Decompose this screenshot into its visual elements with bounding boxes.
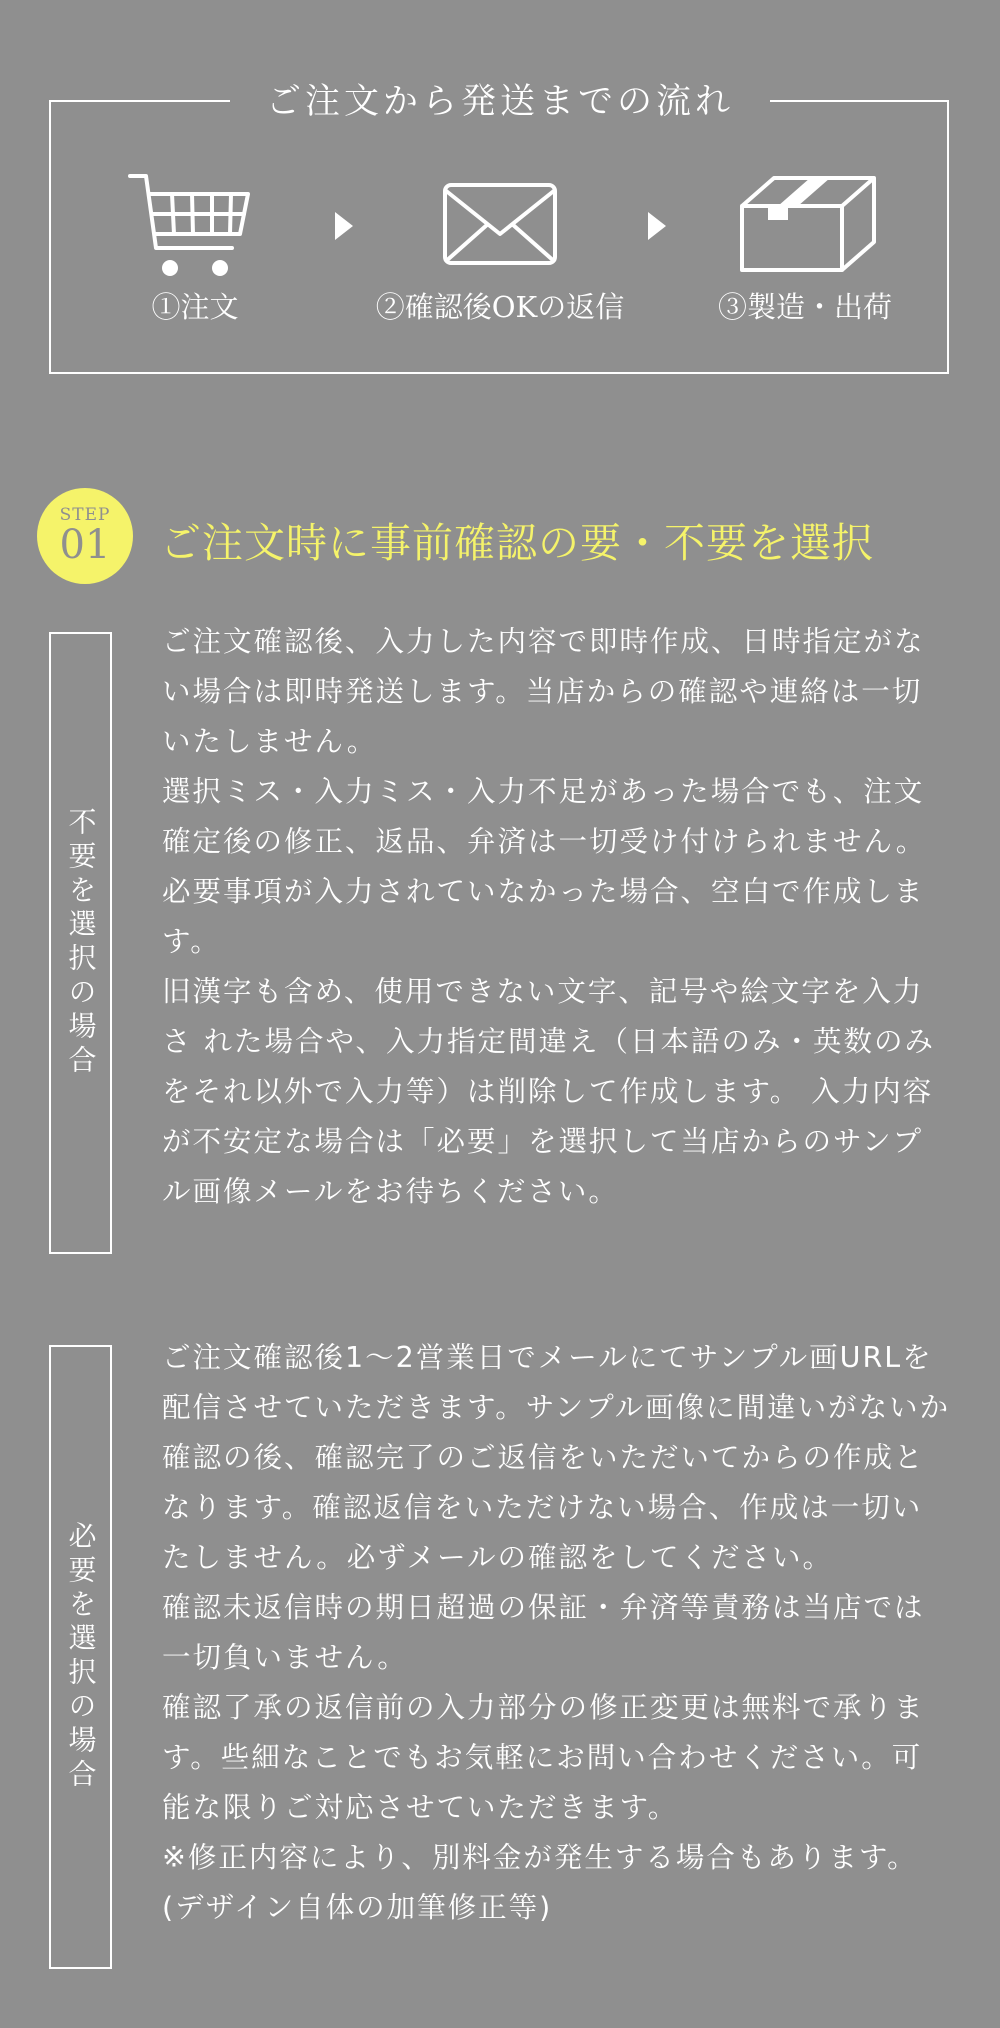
required-label-box — [49, 1345, 112, 1969]
not-required-label: 不要を選択の場合 — [64, 807, 98, 1079]
required-paragraph: ※修正内容により、別料金が発生する場合もあります。(デザイン自体の加筆修正等) — [162, 1841, 918, 1924]
flow-title: ご注文から発送までの流れ — [230, 75, 770, 129]
not-required-paragraph: ご注文確認後、入力した内容で即時作成、日時指定がない場合は即時発送します。当店からの確認や連絡は一切いたしません。 — [162, 625, 925, 758]
required-label: 必要を選択の場合 — [64, 1521, 98, 1793]
not-required-paragraph: 選択ミス・入力ミス・入力不足があった場合でも、注文確定後の修正、返品、弁済は一切受け付けられません。 — [162, 775, 927, 858]
cart-icon — [128, 172, 252, 278]
flow-arrow-2-icon — [648, 212, 666, 240]
step-heading: ご注文時に事前確認の要・不要を選択 — [160, 519, 874, 567]
not-required-paragraph: 必要事項が入力されていなかった場合、空白で作成します。 — [162, 875, 925, 958]
not-required-paragraph: 旧漢字も含め、使用できない文字、記号や絵文字を入力さ れた場合や、入力指定間違え（日本語のみ・英数のみをそれ以外で入力等）は削除して作成します。 入力内容が不安定な場合は「必要」を選択して当店からのサンプル画像メールをお待ちください。 — [162, 975, 935, 1208]
required-text — [162, 1333, 952, 1933]
flow-step-order-label: ①注文 — [151, 290, 239, 324]
not-required-label-box — [49, 632, 112, 1254]
required-paragraph: ご注文確認後1〜2営業日でメールにてサンプル画URLを配信させていただきます。サンプル画像に間違いがないか確認の後、確認完了のご返信をいただいてからの作成となります。確認返信をいただけない場合、作成は一切いたしません。必ずメールの確認をしてください。 — [162, 1341, 951, 1574]
required-paragraph: 確認了承の返信前の入力部分の修正変更は無料で承ります。些細なことでもお気軽にお問い合わせください。可能な限りご対応させていただきます。 — [162, 1691, 925, 1824]
not-required-text — [162, 617, 952, 1217]
step-badge — [37, 488, 133, 584]
box-icon — [738, 174, 878, 274]
required-paragraph: 確認未返信時の期日超過の保証・弁済等責務は当店では一切負いません。 — [162, 1591, 925, 1674]
step-badge-number: 01 — [59, 522, 111, 568]
flow-arrow-1-icon — [335, 212, 353, 240]
step-badge-label: STEP — [59, 505, 111, 525]
envelope-icon — [442, 182, 558, 266]
flow-step-ship-label: ③製造・出荷 — [717, 290, 892, 324]
flow-step-confirm-label: ②確認後OKの返信 — [375, 290, 625, 324]
